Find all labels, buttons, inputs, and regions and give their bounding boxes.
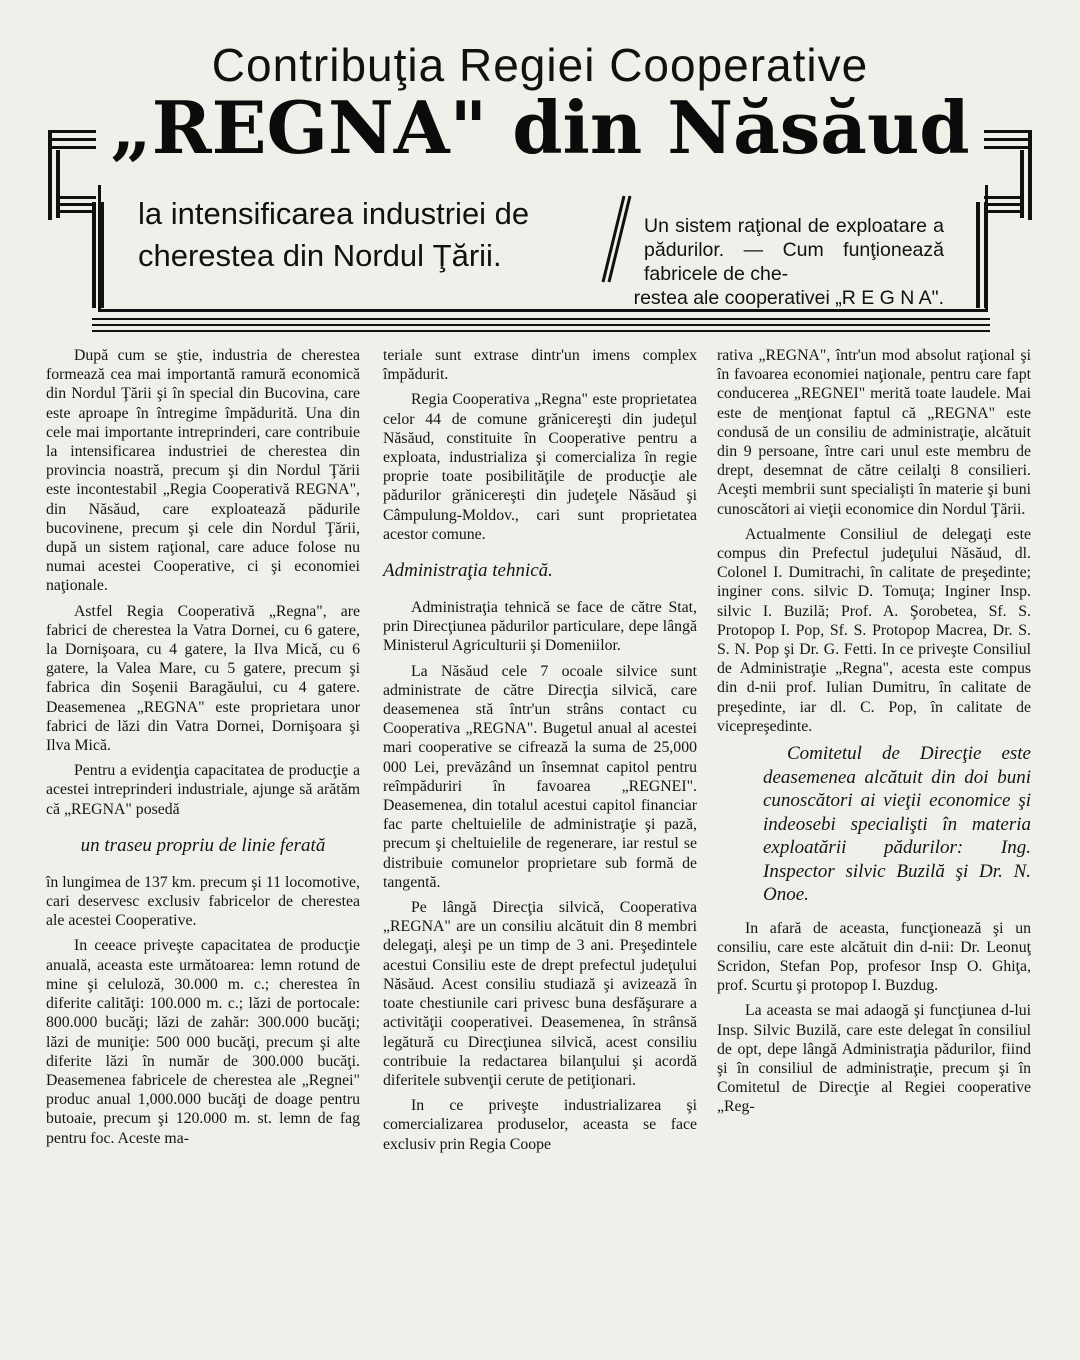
- paragraph: Actualmente Consiliul de delegaţi este compus din Prefectul judeţului Năsăud, dl. Colonel I. Dumitrachi, în calitate de preşedinte; inginer cons. silvic D. Tomuţa; Inginer Insp. silvic I. Buzilă; Prof. A. Şorobetea, Sf. S. Protopop I. Pop, Sf. S. Protopop Macrea, Dr. S. S. N. Pop şi Dr. G. Fetti. In ce priveşte Consiliul de Administraţie „Regna", acesta este compus din d-nii prof. Iulian Dumitru, în calitate de preşedinte, iar dl. C. Pop, în calitate de vicepreşedinte.: [717, 525, 1031, 735]
- subtitle-right-a: Un sistem raţional de exploatare a pădurilor. — Cum funţionează fabricele de che-: [644, 215, 944, 285]
- paragraph: Pentru a evidenţia capacitatea de producţie a acestei intreprinderi industriale, ajunge să arătăm că „REGNA" posedă: [46, 762, 360, 818]
- header-rule-2: [92, 324, 990, 326]
- headline-main: „REGNA" din Năsăud: [110, 85, 970, 170]
- section-heading: un traseu propriu de linie ferată: [80, 834, 326, 856]
- paragraph: Pe lângă Direcţia silvică, Cooperativa „REGNA" are un consiliu alcătuit din 8 membri delegaţi, aleşi pe un timp de 3 ani. Preşedintele acestui Consiliu este de drept prefectul judeţului Năsăud. Acest consiliu studiază şi avizează în toate chestiunile cari privesc buna desfăşurare a activităţii cooperativei. Deasemenea, în strânsă legătură cu Direcţiunea silvică, acest consiliu contribuie la redactarea bilanţului şi acordă diferitele subvenţii cerute de petiţionari.: [383, 899, 697, 1089]
- paragraph: La aceasta se mai adaogă şi funcţiunea d-lui Insp. Silvic Buzilă, care este delegat în consiliul de opt, depe lângă Administraţia pădurilor, fiind şi în consiliul de administraţie, precum şi în Comitetul de Direcţie al Regiei cooperative „Reg-: [717, 1002, 1031, 1116]
- paragraph: In ce priveşte industrializarea şi comercializarea produselor, aceasta se face exclusiv prin Regia Coope: [383, 1097, 697, 1153]
- italic-callout: Comitetul de Direcţie este deasemenea alcătuit din doi buni cunoscători ai vieţii economice şi indeosebi specialişti în materia exploatării pădurilor: Ing. Inspector silvic Buzilă şi Dr. N. Onoe.: [763, 743, 1031, 906]
- paragraph: teriale sunt extrase dintr'un imens complex împădurit.: [383, 347, 697, 384]
- paragraph: Administraţia tehnică se face de către Stat, prin Direcţiunea pădurilor particulare, depe lângă Ministerul Agriculturii şi Domeniilor.: [383, 599, 697, 655]
- paragraph: După cum se ştie, industria de cherestea formează cea mai importantă ramură economică din Nordul Ţării şi în special din Bucovina, care este aproape în întregime împădurită. Una din cele mai importante intreprinderi, care contribuie la intensificarea industriei de cherestea din provincia noastră, precum şi din Nordul Ţării este incontestabil „Regia Cooperativă REGNA", din Năsăud, care exploatează pădurile bucovinene, precum şi cele din Nordul Ţării, după un sistem raţional, care aduce folose nu numai acestei Cooperative, ci şi economiei naţionale.: [46, 347, 360, 595]
- section-heading: Administraţia tehnică.: [383, 560, 553, 582]
- paragraph: Astfel Regia Cooperativă „Regna", are fabrici de cherestea la Vatra Dornei, cu 6 gatere, la Dornişoara, cu 4 gatere, la Ilva Mică, cu 6 gatere, la Valea Mare, cu 5 gatere, precum şi fabrica din Soşenii Baragăului, cu 4 gatere. Deasemenea „REGNA" este proprietara unor fabrici de lăzi din Vatra Dornei, Dornişoara şi Ilva Mică.: [46, 602, 360, 755]
- paragraph: rativa „REGNA", într'un mod absolut raţional şi în favoarea economiei naţionale, pentru care fapt conducerea „REGNEI" merită toate laudele. Mai este de menţionat faptul că „REGNA" este condusă de un consiliu de administraţie, alcătuit din 9 persoane, între cari unul este membru de drept, desemnat de către ceilalţi 8 consilieri. Aceşti membrii sunt specialişti în materie şi buni cunoscători ai vieţii economice din Nordul Ţării.: [717, 347, 1031, 518]
- subtitle-left: la intensificarea industriei de cherestea din Nordul Ţării.: [138, 196, 530, 273]
- frame-ornament-right: [984, 130, 1032, 308]
- paragraph: In ceeace priveşte capacitatea de producţie anuală, aceasta este următoarea: lemn rotund de mine şi celuloză, 30.000 m. c.; cherestea în diferite calităţi: 100.000 m. c.; lăzi de portocale: 800.000 bucăţi; lăzi de zahăr: 300.000 bucăţi; lăzi de muniţie: 500 000 bucăţi, precum şi alte diferite lăzi în număr de 300.000 bucăţi. Deasemenea fabricele de cherestea ale „Regnei" produc anual 1,000.000 bucăţi de doage pentru butoaie, precum şi 120.000 m. st. lemn de fag pentru foc. Aceste ma-: [46, 937, 360, 1147]
- paragraph: La Năsăud cele 7 ocoale silvice sunt administrate de către Direcţia silvică, care deasemenea stă într'un strâns contact cu Cooperativa „REGNA". Bugetul anual al acestei mari cooperative se cifrează la suma de 25,000 000 Lei, prevăzând un însemnat capitol pentru reîmpăduriri în favoarea „REGNEI". Deasemenea, din totalul acestui capitol financiar fac parte cheltuielile de administraţie şi pază, precum şi cheltuielile de regenerare, iar restul se distribuie comunelor proprietare sub formă de tangentă.: [383, 662, 697, 891]
- paragraph: Regia Cooperativa „Regna" este proprietatea celor 44 de comune grănicereşti din judeţul Năsăud, constituite în Cooperative pentru a exploata, industrializa şi comercializa în regie proprie toate posibilităţile de producţie ale pădurilor grănicereşti din judeţele Năsăud şi Câmpulung-Moldov., cari sunt proprietatea acestor comune.: [383, 391, 697, 543]
- paragraph: în lungimea de 137 km. precum şi 11 locomotive, cari deservesc exclusiv fabricelor de cherestea ale acestei Cooperative.: [46, 873, 360, 930]
- subtitle-right-b: restea ale cooperativei „R E G N A".: [633, 287, 944, 309]
- column-1: [46, 346, 360, 1346]
- column-3: [717, 346, 1031, 1346]
- headline-upper: Contribuţia Regiei Cooperative: [211, 39, 869, 91]
- subtitle-right: [558, 214, 944, 310]
- column-2: [383, 346, 697, 1346]
- header-rule-1: [92, 318, 990, 320]
- paragraph: In afară de aceasta, funcţionează şi un consiliu, care este alcătuit din d-nii: Dr. Leonuţ Scridon, Stefan Pop, profesor Insp O. Ghiţa, prof. Scurtu şi protopop I. Buzdug.: [717, 919, 1031, 995]
- header-rule-3: [92, 330, 990, 332]
- frame-ornament-left: [48, 130, 96, 308]
